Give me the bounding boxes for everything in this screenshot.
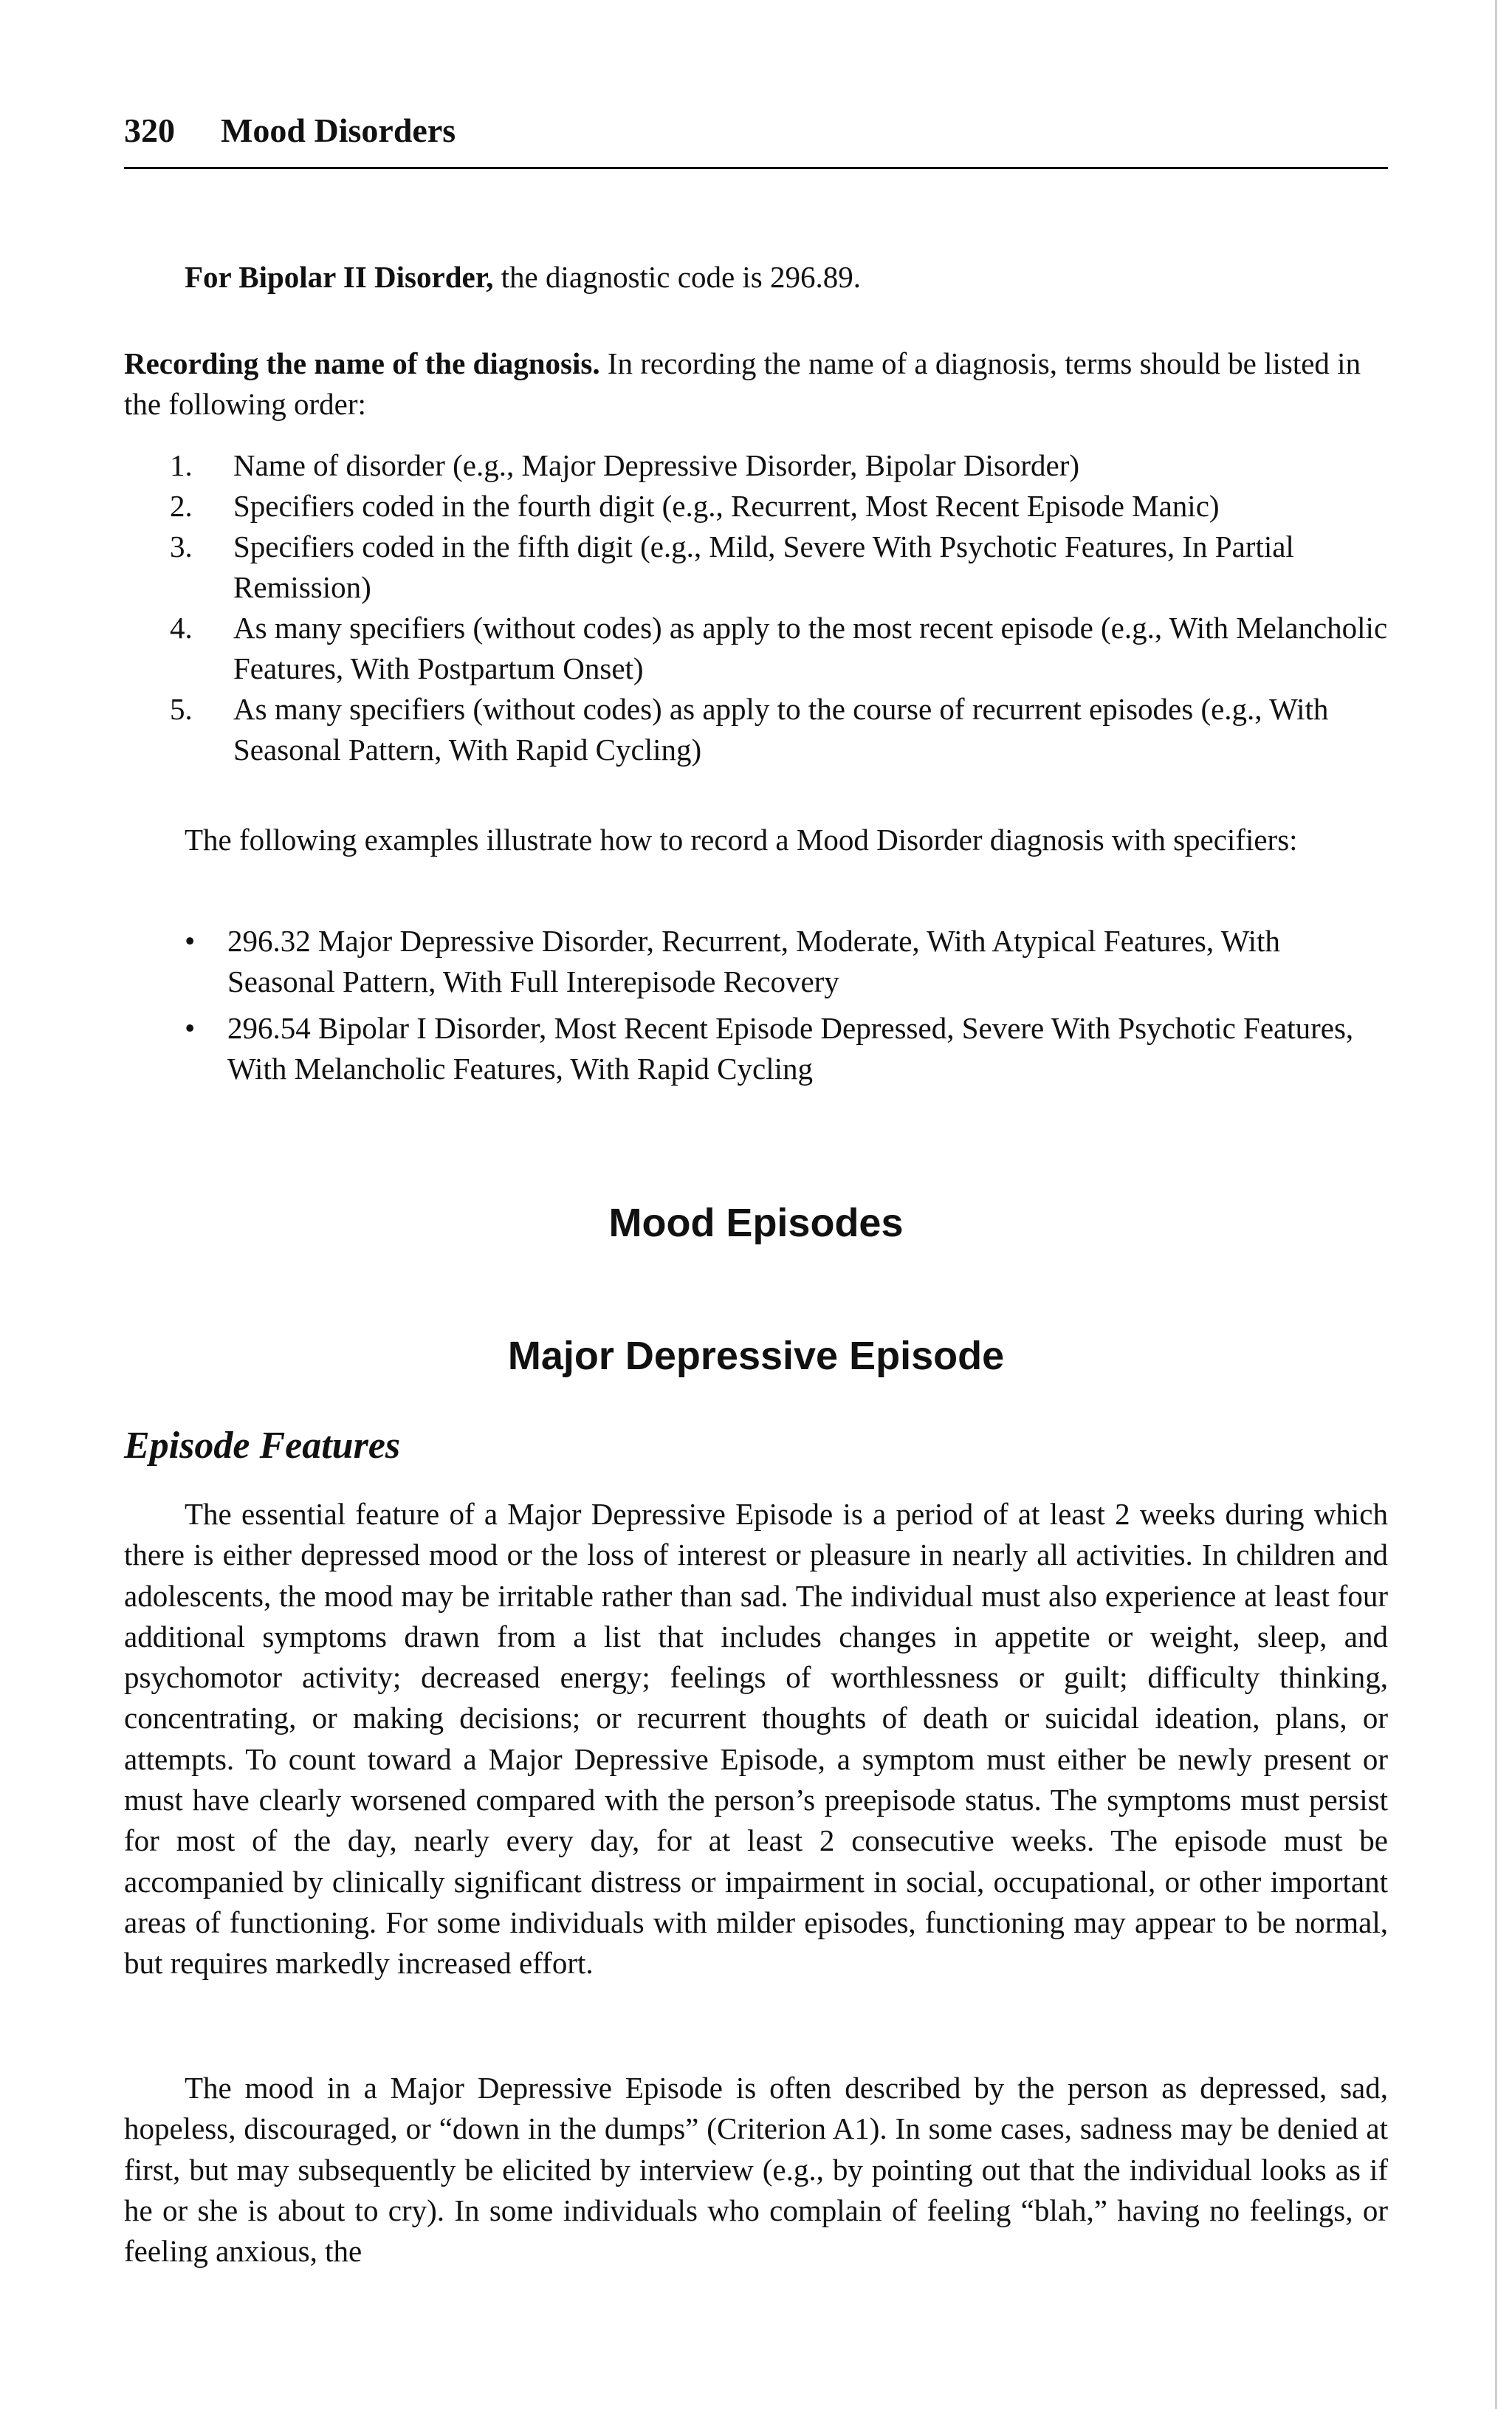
running-header — [124, 111, 1388, 150]
list-text: As many specifiers (without codes) as apply to the most recent episode (e.g., With Melancholic Features, With Postpartum Onset) — [233, 611, 1388, 685]
list-text: As many specifiers (without codes) as apply to the course of recurrent episodes (e.g., With Seasonal Pattern, With Rapid Cycling) — [233, 692, 1329, 767]
list-item — [170, 689, 1388, 770]
list-item — [170, 486, 1388, 527]
examples-list — [185, 921, 1388, 1095]
list-text: Specifiers coded in the fourth digit (e.g., Recurrent, Most Recent Episode Manic) — [233, 489, 1220, 523]
list-number: 5. — [170, 692, 193, 726]
list-number: 3. — [170, 530, 193, 563]
header-rule — [124, 167, 1388, 169]
list-item — [170, 445, 1388, 486]
example-item — [185, 921, 1388, 1002]
recording-paragraph — [124, 343, 1388, 425]
bullet-icon: • — [185, 924, 196, 958]
bipolar-code-lead: For Bipolar II Disorder, — [185, 260, 494, 294]
scan-edge-line — [1495, 0, 1497, 2409]
example-text: 296.54 Bipolar I Disorder, Most Recent Episode Depressed, Severe With Psychotic Features, With Melancholic Features, With Rapid Cycling — [227, 1011, 1354, 1086]
paragraph-mood-description: The mood in a Major Depressive Episode is often described by the person as depressed, sad, hopeless, discouraged, or “down in the dumps” (Criterion A1). In some cases, sadness may be denied at first, but may subsequently be elicited by interview (e.g., by pointing out that the individual looks as if he or she is about to cry). In some individuals who complain of feeling “blah,” having no feelings, or feeling anxious, the — [124, 2071, 1388, 2269]
bipolar-code-line — [185, 257, 1388, 298]
list-number: 4. — [170, 611, 193, 645]
examples-intro: The following examples illustrate how to record a Mood Disorder diagnosis with specifiers: — [185, 823, 1298, 857]
example-item — [185, 1008, 1388, 1089]
recording-text: In recording the name of a diagnosis, terms should be listed in the following order: — [124, 346, 1361, 421]
page-number: 320 — [124, 112, 175, 149]
recording-lead: Recording the name of the diagnosis. — [124, 346, 600, 380]
paragraph-essential-feature: The essential feature of a Major Depressive Episode is a period of at least 2 weeks during which there is either depressed mood or the loss of interest or pleasure in nearly all activities. In children and adolescents, the mood may be irritable rather than sad. The individual must also experience at least four additional symptoms drawn from a list that includes changes in appetite or weight, sleep, and psychomotor activity; decreased energy; feelings of worthlessness or guilt; difficulty thinking, concentrating, or making decisions; or recurrent thoughts of death or suicidal ideation, plans, or attempts. To count toward a Major Depressive Episode, a symptom must either be newly present or must have clearly worsened compared with the person’s preepisode status. The symptoms must persist for most of the day, nearly every day, for at least 2 consecutive weeks. The episode must be accompanied by clinically significant distress or impairment in social, occupational, or other important areas of functioning. For some individuals with milder episodes, functioning may appear to be normal, but requires markedly increased effort. — [124, 1497, 1388, 1981]
list-text: Specifiers coded in the fifth digit (e.g., Mild, Severe With Psychotic Features, In Partial Remission) — [233, 530, 1294, 604]
list-number: 1. — [170, 448, 193, 482]
subsection-title: Major Depressive Episode — [507, 1334, 1005, 1378]
bipolar-code-text: the diagnostic code is 296.89. — [493, 260, 861, 294]
list-item — [170, 527, 1388, 608]
order-list — [170, 445, 1388, 770]
list-number: 2. — [170, 489, 193, 523]
subheading: Episode Features — [124, 1425, 401, 1467]
running-title: Mood Disorders — [221, 112, 456, 149]
list-item — [170, 608, 1388, 689]
example-text: 296.32 Major Depressive Disorder, Recurrent, Moderate, With Atypical Features, With Seasonal Pattern, With Full Interepisode Recovery — [227, 924, 1280, 998]
section-title: Mood Episodes — [608, 1201, 904, 1245]
list-text: Name of disorder (e.g., Major Depressive Disorder, Bipolar Disorder) — [233, 448, 1080, 482]
bullet-icon: • — [185, 1011, 196, 1045]
